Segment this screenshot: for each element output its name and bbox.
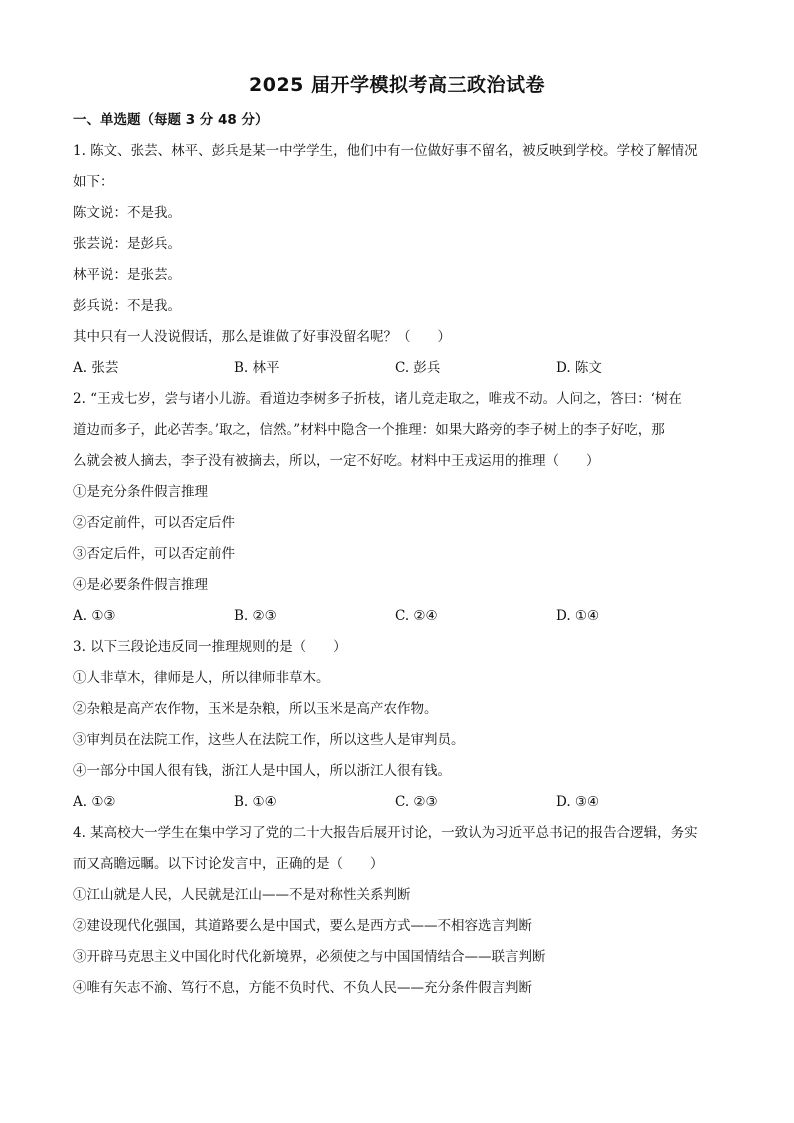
question-stem-cont: 道边而多子，此必苦李。’取之，信然。”材料中隐含一个推理：如果大路旁的李子树上的李子好吃，那 (73, 422, 665, 438)
statement-line: 张芸说：是彭兵。 (73, 236, 181, 252)
statement-line: 林平说：是张芸。 (73, 267, 181, 283)
question-4 (73, 818, 723, 1004)
question-stem: 3. 以下三段论违反同一推理规则的是（ ） (73, 639, 347, 655)
choice-item: ①江山就是人民，人民就是江山——不是对称性关系判断 (73, 887, 411, 903)
choice-item: ①人非草木，律师是人，所以律师非草木。 (73, 670, 330, 686)
choice-item: ③审判员在法院工作，这些人在法院工作，所以这些人是审判员。 (73, 732, 465, 748)
option-a[interactable]: A. ①② (73, 794, 116, 810)
answer-options (73, 353, 723, 384)
choice-item: ④是必要条件假言推理 (73, 577, 208, 593)
option-a[interactable]: A. ①③ (73, 608, 116, 624)
answer-options (73, 787, 723, 818)
section-heading: 一、单选题（每题 3 分 48 分） (73, 112, 269, 128)
option-b[interactable]: B. 林平 (234, 360, 280, 376)
statement-line: 彭兵说：不是我。 (73, 298, 181, 314)
question-2 (73, 384, 723, 632)
question-stem-cont: 而又高瞻远瞩。以下讨论发言中，正确的是（ ） (73, 856, 384, 872)
question-3 (73, 632, 723, 818)
choice-item: ③否定后件，可以否定前件 (73, 546, 235, 562)
page-title: 2025 届开学模拟考高三政治试卷 (249, 74, 545, 96)
option-c[interactable]: C. ②③ (395, 794, 438, 810)
choice-item: ②建设现代化强国，其道路要么是中国式，要么是西方式——不相容选言判断 (73, 918, 532, 934)
question-stem-cont: 么就会被人摘去，李子没有被摘去，所以，一定不好吃。材料中王戎运用的推理（ ） (73, 453, 600, 469)
option-d[interactable]: D. ①④ (556, 608, 600, 624)
choice-item: ④唯有矢志不渝、笃行不息，方能不负时代、不负人民——充分条件假言判断 (73, 980, 532, 996)
option-a[interactable]: A. 张芸 (73, 360, 119, 376)
option-b[interactable]: B. ②③ (234, 608, 277, 624)
question-1 (73, 136, 723, 384)
answer-options (73, 601, 723, 632)
option-d[interactable]: D. 陈文 (556, 360, 602, 376)
question-stem: 1. 陈文、张芸、林平、彭兵是某一中学学生，他们中有一位做好事不留名，被反映到学校。学校了解情况 (73, 143, 698, 159)
questions-body (73, 136, 723, 1004)
choice-item: ①是充分条件假言推理 (73, 484, 208, 500)
question-stem-cont: 如下： (73, 174, 114, 190)
option-d[interactable]: D. ③④ (556, 794, 600, 810)
option-c[interactable]: C. ②④ (395, 608, 438, 624)
statement-line: 陈文说：不是我。 (73, 205, 181, 221)
option-c[interactable]: C. 彭兵 (395, 360, 441, 376)
question-stem: 4. 某高校大一学生在集中学习了党的二十大报告后展开讨论，一致认为习近平总书记的报告合逻辑，务实 (73, 825, 698, 841)
choice-item: ④一部分中国人很有钱，浙江人是中国人，所以浙江人很有钱。 (73, 763, 451, 779)
question-prompt: 其中只有一人没说假话，那么是谁做了好事没留名呢？（ ） (73, 329, 451, 345)
question-stem: 2. “王戎七岁，尝与诸小儿游。看道边李树多子折枝，诸儿竞走取之，唯戎不动。人问之，答曰：‘树在 (73, 391, 682, 407)
choice-item: ③开辟马克思主义中国化时代化新境界，必须使之与中国国情结合——联言判断 (73, 949, 546, 965)
choice-item: ②杂粮是高产农作物，玉米是杂粮，所以玉米是高产农作物。 (73, 701, 438, 717)
choice-item: ②否定前件，可以否定后件 (73, 515, 235, 531)
option-b[interactable]: B. ①④ (234, 794, 277, 810)
